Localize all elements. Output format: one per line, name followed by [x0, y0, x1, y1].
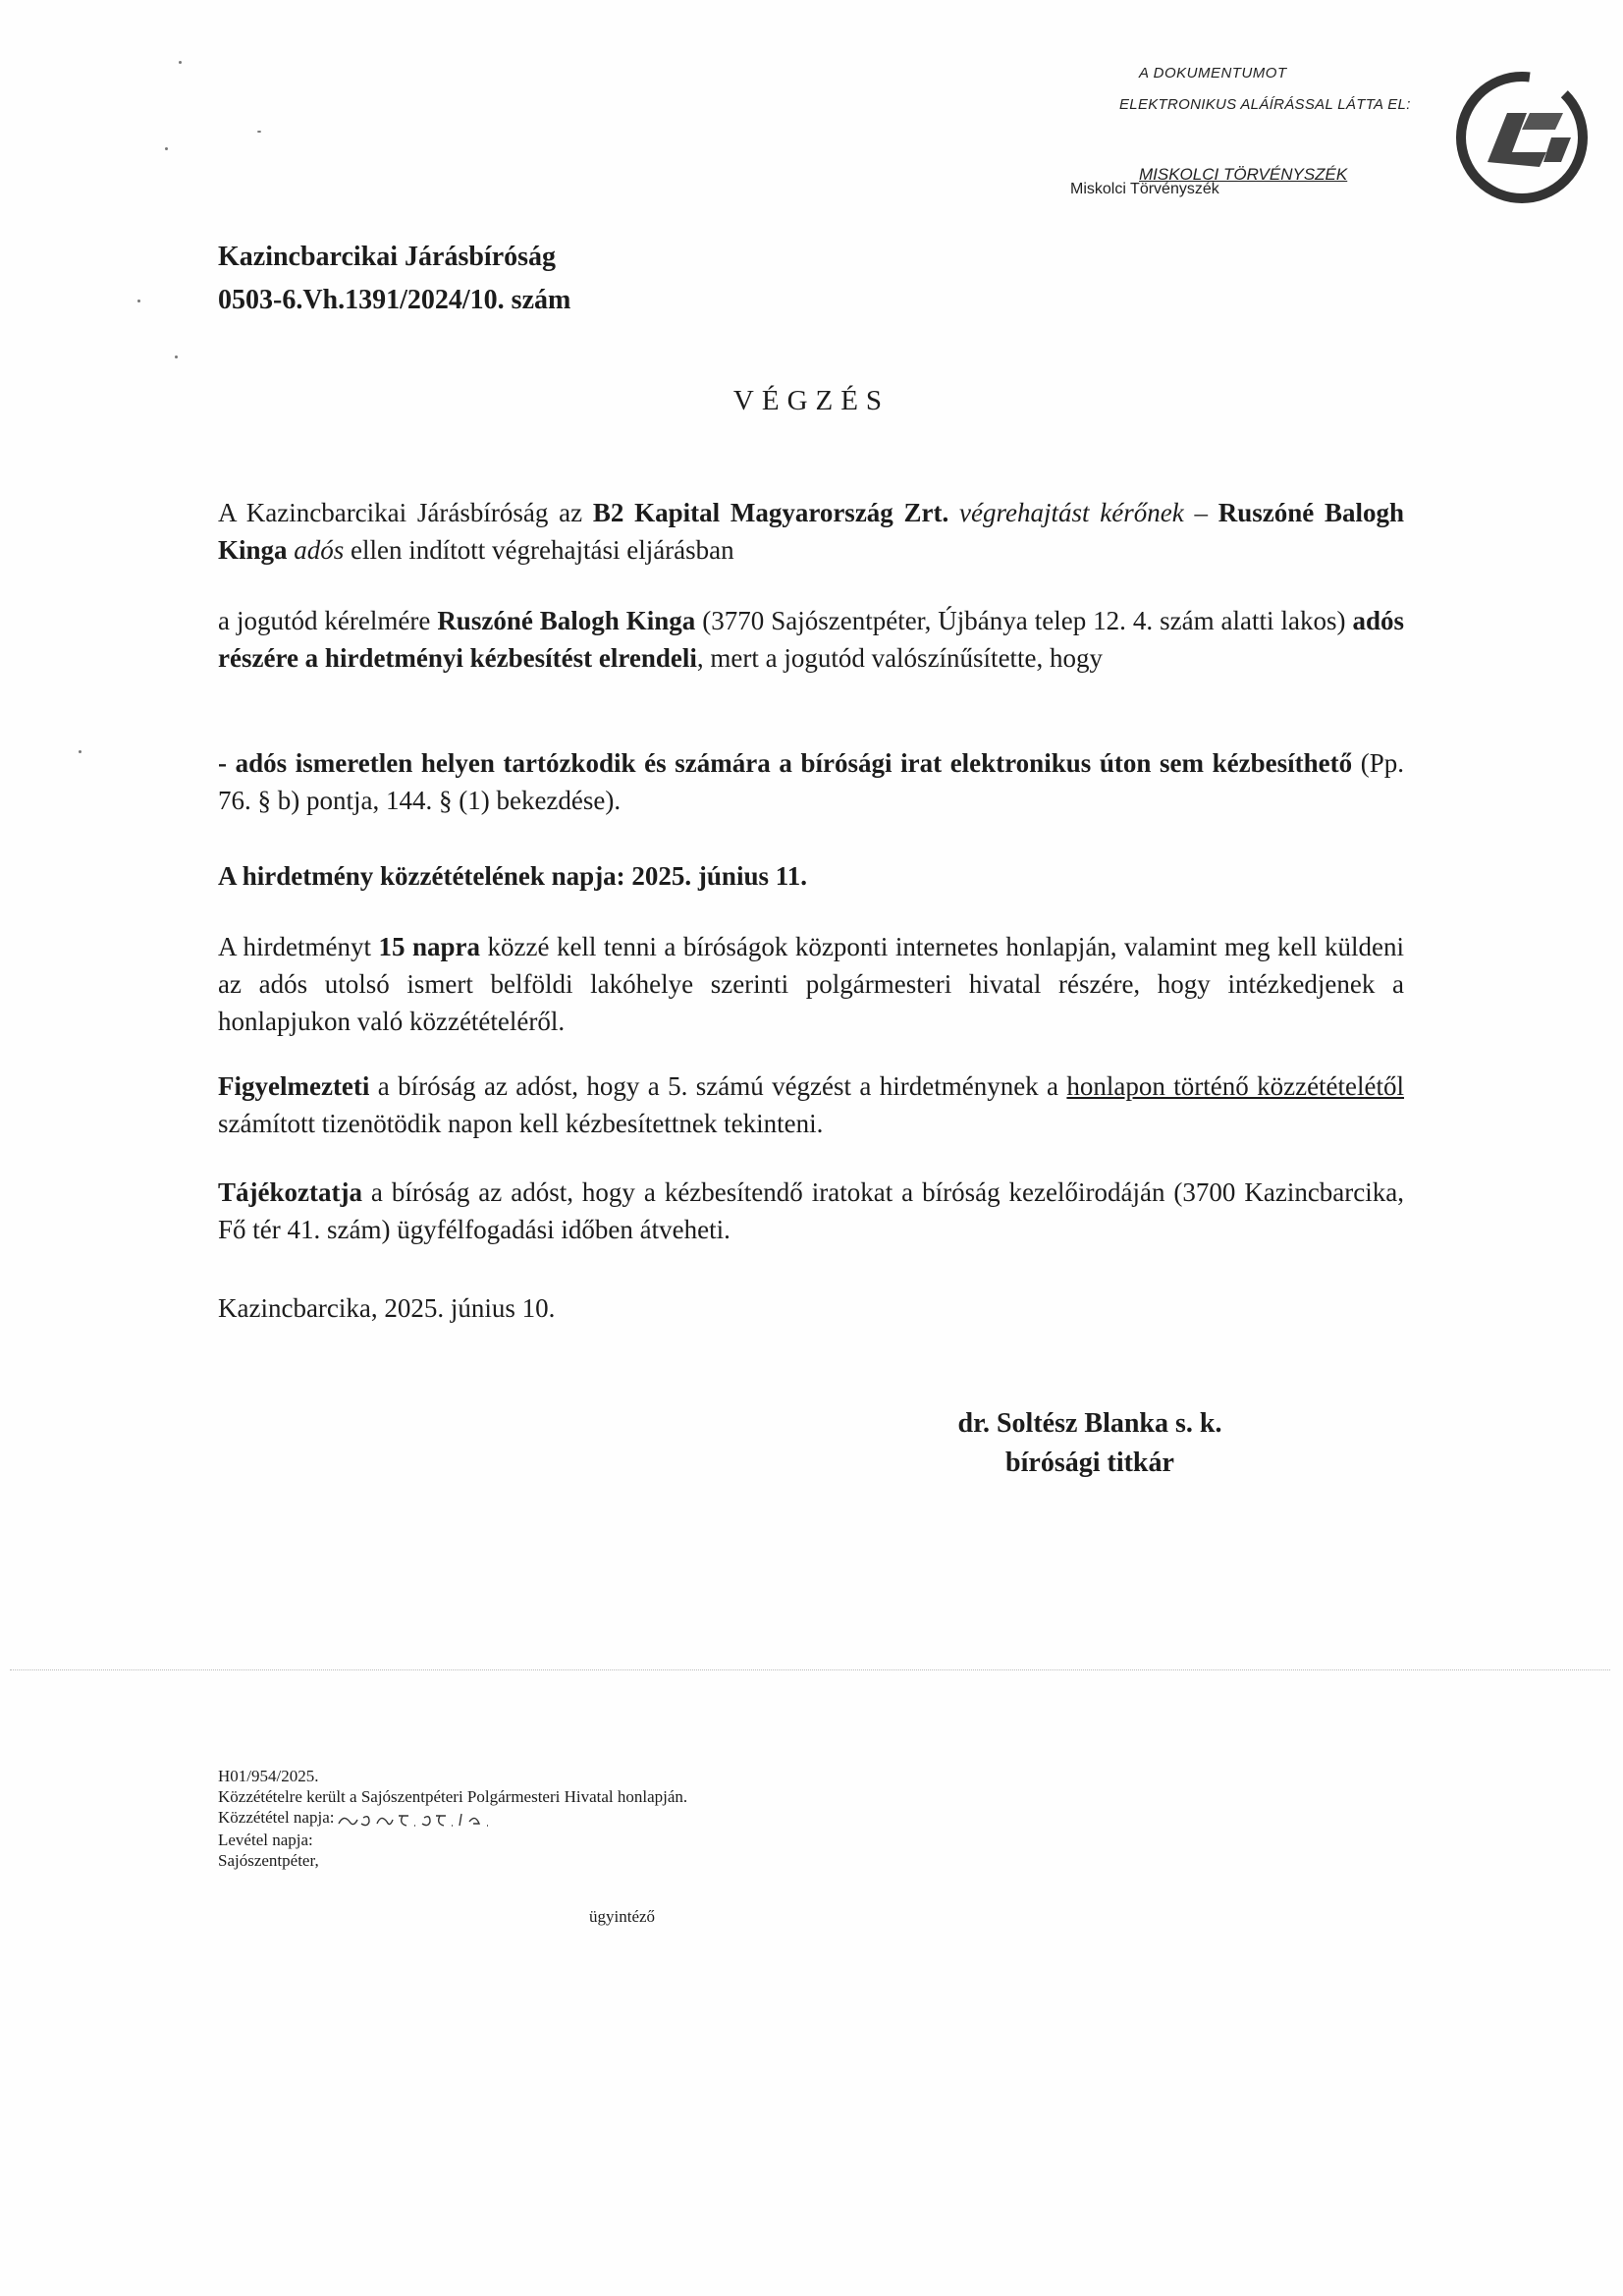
debtor-address: (3770 Sajószentpéter, Újbánya telep 12. 4. szám alatti lakos)	[695, 606, 1353, 635]
scan-speck	[165, 147, 168, 150]
court-name: Kazincbarcikai Járásbíróság	[218, 242, 557, 272]
case-number: 0503-6.Vh.1391/2024/10. szám	[218, 285, 571, 315]
reason-statement: - adós ismeretlen helyen tartózkodik és számára a bírósági irat elektronikus úton sem kézbesíthető	[218, 748, 1353, 778]
warning-paragraph	[218, 1067, 1404, 1142]
publication-date-text: A hirdetmény közzétételének napja: 2025. június 11.	[218, 861, 807, 891]
handwritten-date	[334, 1808, 511, 1830]
legal-reference: (Pp. 76. § b) pontja, 144. § (1) bekezdése).	[218, 748, 1404, 815]
publication-record	[218, 1766, 687, 1871]
underlined-phrase: honlapon történő közzétételétől	[1066, 1071, 1405, 1101]
electronic-signature-stamp	[1070, 59, 1610, 206]
scan-speck	[79, 750, 81, 753]
clerk-label: ügyintéző	[589, 1907, 656, 1926]
record-line-4: Sajószentpéter,	[218, 1851, 319, 1871]
text-span: –	[1183, 498, 1218, 527]
information-paragraph	[218, 1174, 1404, 1248]
record-line-3: Levétel napja:	[218, 1831, 313, 1850]
scan-speck	[257, 131, 261, 133]
creditor-name: B2 Kapital Magyarország Zrt.	[592, 498, 949, 527]
debtor-name: Ruszóné Balogh Kinga	[218, 498, 1404, 565]
stamp-line-1: A DOKUMENTUMOT	[1139, 65, 1287, 82]
stamp-line-2: ELEKTRONIKUS ALÁÍRÁSSAL LÁTTA EL:	[1119, 96, 1411, 113]
debtor-name: Ruszóné Balogh Kinga	[437, 606, 696, 635]
text-span: a jogutód kérelmére	[218, 606, 438, 635]
debtor-role: adós	[294, 535, 345, 565]
signatory-role: bírósági titkár	[1005, 1448, 1174, 1478]
stamp-court-name: MISKOLCI TÖRVÉNYSZÉK	[1139, 165, 1348, 184]
text-span: a bíróság az adóst, hogy a 5. számú végzést a hirdetménynek a	[369, 1071, 1067, 1101]
record-line-1: Közzétételre került a Sajószentpéteri Polgármesteri Hivatal honlapján.	[218, 1787, 688, 1806]
warning-keyword: Figyelmezteti	[218, 1071, 370, 1101]
intro-paragraph	[218, 494, 1404, 569]
document-title: VÉGZÉS	[732, 385, 891, 416]
reason-paragraph	[218, 744, 1404, 819]
document-header	[218, 236, 570, 322]
publication-paragraph	[218, 928, 1404, 1040]
scan-speck	[179, 61, 182, 64]
scan-speck	[175, 355, 178, 358]
publication-duration: 15 napra	[378, 932, 480, 961]
order-paragraph	[218, 602, 1404, 677]
creditor-role: végrehajtást kérőnek	[959, 498, 1184, 527]
text-span: ellen indított végrehajtási eljárásban	[344, 535, 734, 565]
stamp-court-name-secondary: Miskolci Törvényszék	[1070, 181, 1219, 197]
text-span: a bíróság az adóst, hogy a kézbesítendő iratokat a bíróság kezelőirodáján (3700 Kazincbarcika, Fő tér 41. szám) ügyfélfogadási időben átveheti.	[218, 1177, 1404, 1244]
signatory-name: dr. Soltész Blanka s. k.	[957, 1408, 1222, 1439]
court-seal-logo-icon	[1453, 69, 1591, 206]
order-statement: adós részére a hirdetményi kézbesítést elrendeli	[218, 606, 1404, 673]
publication-date	[218, 857, 1404, 895]
text-span: A Kazincbarcikai Járásbíróság az	[218, 498, 593, 527]
text-span: számított tizenötödik napon kell kézbesítettnek tekinteni.	[218, 1109, 824, 1138]
divider	[10, 1669, 1610, 1670]
record-reference: H01/954/2025.	[218, 1767, 319, 1785]
text-span: , mert a jogutód valószínűsítette, hogy	[696, 643, 1104, 673]
text-span	[948, 498, 959, 527]
scan-speck	[137, 300, 140, 302]
record-line-2	[218, 1807, 687, 1830]
place-and-date: Kazincbarcika, 2025. június 10.	[218, 1293, 556, 1323]
text-span: közzé kell tenni a bíróságok központi internetes honlapján, valamint meg kell küldeni az adós utolsó ismert belföldi lakóhelye szerinti polgármesteri hivatal részére, hogy intézkedjenek a honlapjukon való közzétételéről.	[218, 932, 1404, 1036]
record-label: Közzététel napja:	[218, 1808, 335, 1827]
information-keyword: Tájékoztatja	[218, 1177, 362, 1207]
text-span: A hirdetményt	[218, 932, 379, 961]
signature-block	[854, 1404, 1325, 1483]
